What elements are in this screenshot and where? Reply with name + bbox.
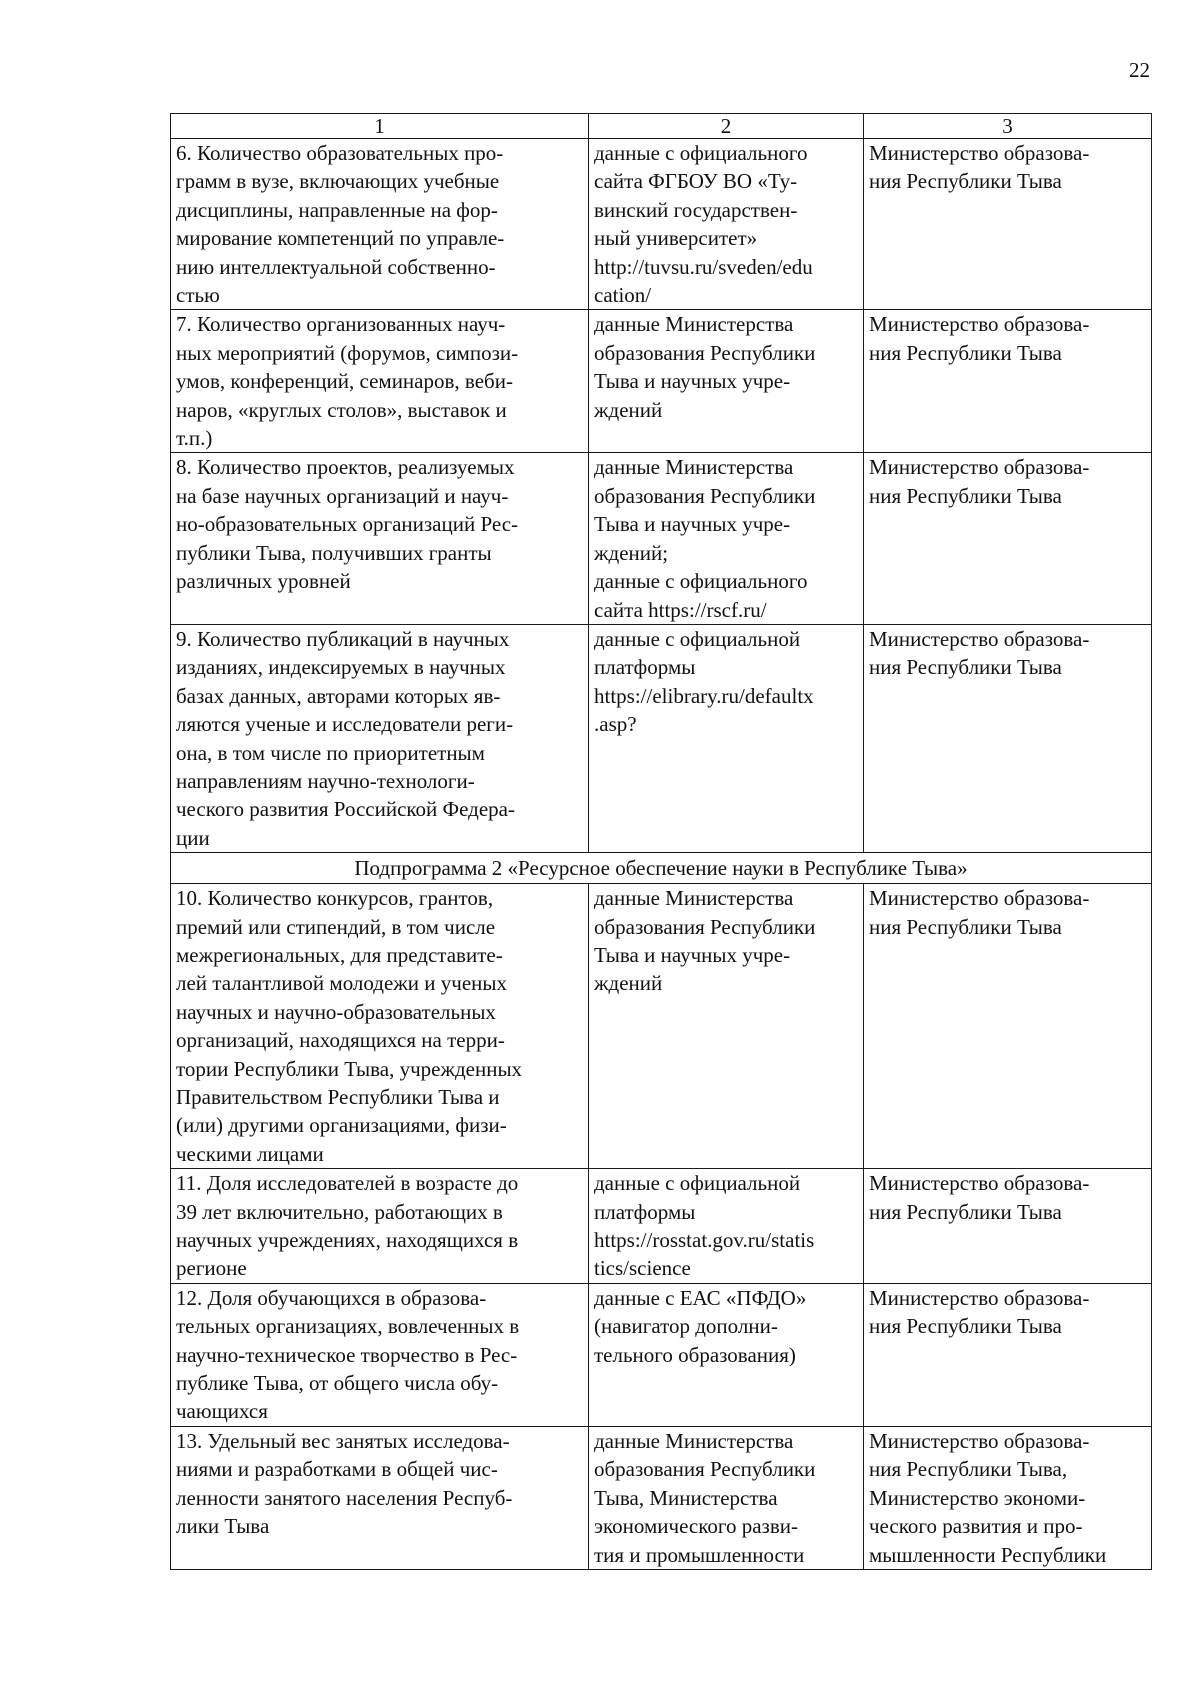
indicator-cell <box>171 624 589 852</box>
source-text: данные Министерства образования Республики Тыва и научных учре- ждений <box>594 886 816 996</box>
responsible-text: Министерство образова- ния Республики Тыва <box>869 886 1090 939</box>
responsible-text: Министерство образова- ния Республики Тыва <box>869 1285 1090 1339</box>
column-header-1: 1 <box>171 114 589 139</box>
table-row <box>171 139 1152 310</box>
responsible-cell <box>864 310 1152 453</box>
indicator-sources-table <box>170 113 1152 1570</box>
responsible-cell <box>864 139 1152 310</box>
table-row <box>171 1283 1152 1426</box>
indicator-text: 10. Количество конкурсов, грантов, премий или стипендий, в том числе межрегиональных, для представите- лей талантливой молодежи и ученых научных и научно-образовательных организаций, находящихся на терри- тории Республики Тыва, учрежденных Правительством Республики Тыва и (или) другими организациями, физи- ческими лицами <box>176 886 523 1166</box>
source-text: данные с официального сайта ФГБОУ ВО «Ту- винский государствен- ный университет» http://tuvsu.ru/sveden/edu cation/ <box>594 141 813 308</box>
indicator-text: 12. Доля обучающихся в образова- тельных организациях, вовлеченных в научно-техническое творчество в Рес- публике Тыва, от общего числа обу- чающихся <box>176 1285 520 1424</box>
source-cell <box>589 884 864 1169</box>
subprogram-heading: Подпрограмма 2 «Ресурсное обеспечение науки в Республике Тыва» <box>171 853 1152 884</box>
responsible-cell <box>864 1169 1152 1284</box>
indicator-cell <box>171 310 589 453</box>
table-header-row <box>171 114 1152 139</box>
responsible-text: Министерство образова- ния Республики Тыва <box>869 626 1090 680</box>
section-row <box>171 853 1152 884</box>
source-cell <box>589 310 864 453</box>
responsible-cell <box>864 1426 1152 1569</box>
responsible-cell <box>864 884 1152 1169</box>
source-text: данные с официальной платформы https://rosstat.gov.ru/statis tics/science <box>594 1171 815 1281</box>
indicator-cell <box>171 1169 589 1284</box>
source-text: данные Министерства образования Республики Тыва, Министерства экономического разви- тия и промышленности <box>594 1428 816 1567</box>
indicator-cell <box>171 453 589 624</box>
indicator-text: 9. Количество публикаций в научных изданиях, индексируемых в научных базах данных, авторами которых яв- ляются ученые и исследователи реги- она, в том числе по приоритетным направлениям научно-технологи- ческого развития Российской Федера- ции <box>176 626 515 850</box>
column-header-3: 3 <box>864 114 1152 139</box>
source-text: данные Министерства образования Республики Тыва и научных учре- ждений <box>594 312 816 422</box>
table-row <box>171 1169 1152 1284</box>
source-text: данные с официальной платформы https://elibrary.ru/defaultx .asp? <box>594 626 814 737</box>
table-row <box>171 1426 1152 1569</box>
indicator-text: 13. Удельный вес занятых исследова- ниями и разработками в общей чис- ленности занятого населения Респуб- лики Тыва <box>176 1428 513 1539</box>
indicator-cell <box>171 1283 589 1426</box>
source-cell <box>589 1169 864 1284</box>
responsible-text: Министерство образова- ния Республики Тыва <box>869 455 1090 508</box>
responsible-cell <box>864 624 1152 852</box>
source-cell <box>589 624 864 852</box>
source-cell <box>589 1426 864 1569</box>
source-cell <box>589 139 864 310</box>
indicator-text: 6. Количество образовательных про- грамм в вузе, включающих учебные дисциплины, направленные на фор- мирование компетенций по управле- нию интеллектуальной собственно- стью <box>176 141 505 308</box>
source-cell <box>589 1283 864 1426</box>
table-row <box>171 884 1152 1169</box>
indicator-text: 11. Доля исследователей в возрасте до 39 лет включительно, работающих в научных учреждениях, находящихся в регионе <box>176 1171 519 1281</box>
table-row <box>171 310 1152 453</box>
source-text: данные Министерства образования Республики Тыва и научных учре- ждений; данные с официального сайта https://rscf.ru/ <box>594 455 816 622</box>
responsible-text: Министерство образова- ния Республики Тыва, Министерство экономи- ческого развития и про- мышленности Республики <box>869 1428 1107 1567</box>
indicator-cell <box>171 1426 589 1569</box>
responsible-cell <box>864 1283 1152 1426</box>
indicator-text: 7. Количество организованных науч- ных мероприятий (форумов, симпози- умов, конференций, семинаров, веби- наров, «круглых столов», выставок и т.п.) <box>176 312 519 451</box>
source-text: данные с ЕАС «ПФДО» (навигатор дополни- тельного образования) <box>594 1285 807 1367</box>
table-row <box>171 453 1152 624</box>
table-row <box>171 624 1152 852</box>
column-header-2: 2 <box>589 114 864 139</box>
indicator-cell <box>171 884 589 1169</box>
responsible-text: Министерство образова- ния Республики Тыва <box>869 312 1090 365</box>
page-number: 22 <box>1129 58 1150 82</box>
responsible-cell <box>864 453 1152 624</box>
indicator-text: 8. Количество проектов, реализуемых на базе научных организаций и науч- но-образовательных организаций Рес- публики Тыва, получивших гранты различных уровней <box>176 455 519 594</box>
source-cell <box>589 453 864 624</box>
responsible-text: Министерство образова- ния Республики Тыва <box>869 141 1090 194</box>
responsible-text: Министерство образова- ния Республики Тыва <box>869 1171 1090 1224</box>
indicator-cell <box>171 139 589 310</box>
